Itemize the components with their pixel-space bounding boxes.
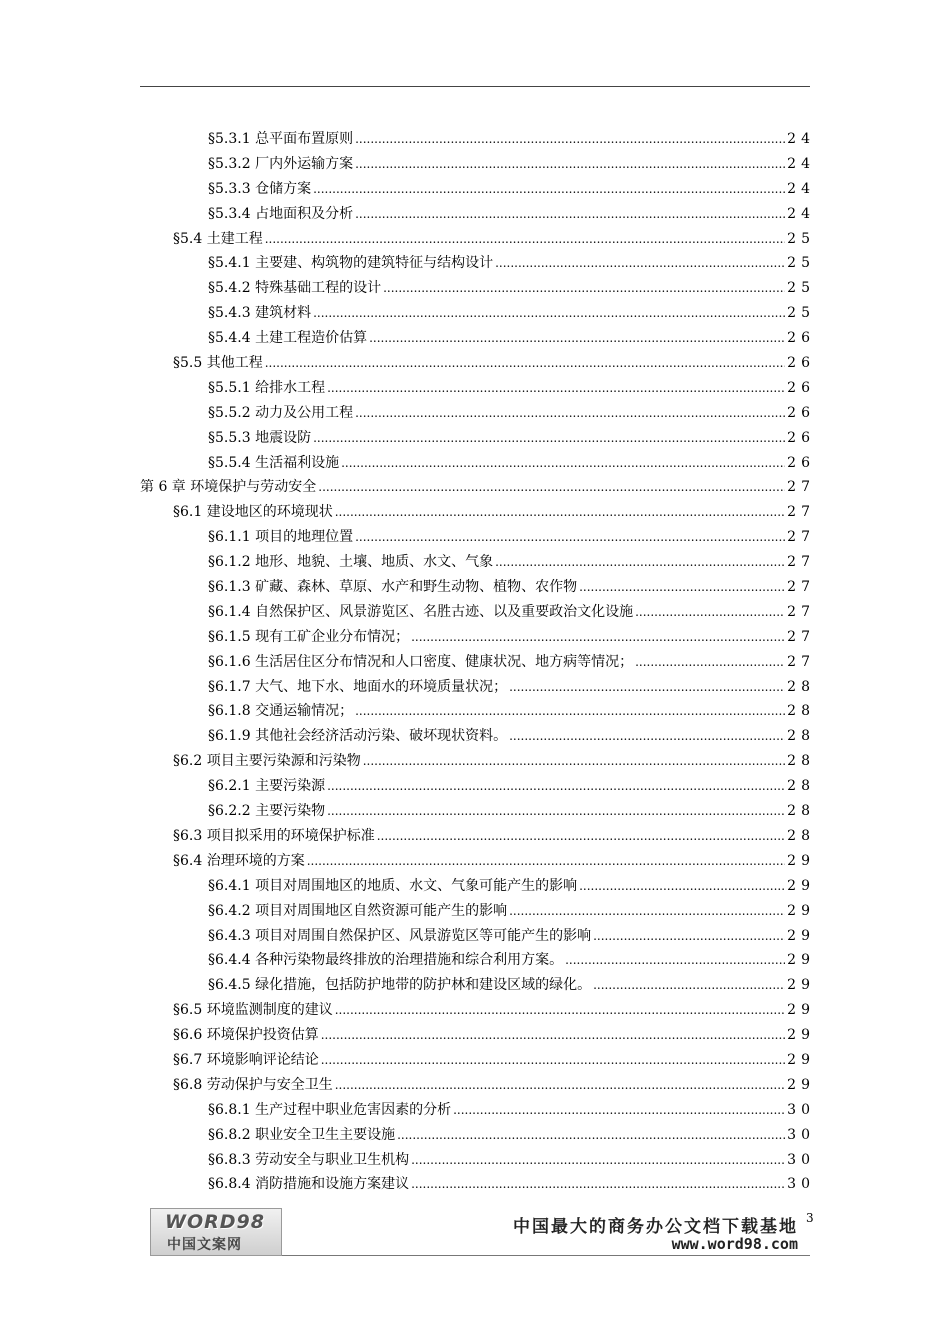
toc-entry[interactable]: [140, 525, 815, 550]
toc-entry-title: §6.8.1 生产过程中职业危害因素的分析: [208, 1101, 452, 1118]
toc-entry-page: 27: [787, 603, 815, 620]
header-rule: [140, 86, 810, 87]
toc-entry-title: 第 6 章 环境保护与劳动安全: [140, 479, 317, 496]
toc-entry-page: 30: [787, 1151, 815, 1168]
toc-entry[interactable]: [140, 1023, 815, 1048]
toc-dot-leader: [355, 127, 785, 152]
toc-entry-page: 27: [787, 653, 815, 670]
toc-entry[interactable]: [140, 650, 815, 675]
toc-entry-page: 25: [787, 230, 815, 247]
toc-entry-page: 29: [787, 1076, 815, 1093]
toc-entry-title: §5.5.1 给排水工程: [208, 379, 326, 396]
toc-dot-leader: [363, 749, 785, 774]
toc-entry-title: §6.1.3 矿藏、森林、草原、水产和野生动物、植物、农作物: [208, 579, 578, 596]
toc-entry-page: 29: [787, 852, 815, 869]
toc-entry[interactable]: [140, 774, 815, 799]
toc-dot-leader: [453, 1098, 785, 1123]
toc-entry-title: §5.4.2 特殊基础工程的设计: [208, 280, 382, 297]
toc-dot-leader: [335, 1073, 785, 1098]
toc-entry[interactable]: [140, 1123, 815, 1148]
toc-entry-page: 30: [787, 1126, 815, 1143]
toc-entry[interactable]: [140, 575, 815, 600]
toc-entry-title: §6.2.2 主要污染物: [208, 803, 326, 820]
toc-dot-leader: [321, 1048, 785, 1073]
toc-entry[interactable]: [140, 177, 815, 202]
toc-dot-leader: [397, 1123, 785, 1148]
toc-entry[interactable]: [140, 1073, 815, 1098]
toc-entry-title: §6.1.7 大气、地下水、地面水的环境质量状况；: [208, 678, 508, 695]
toc-dot-leader: [307, 849, 785, 874]
toc-entry-title: §5.4.4 土建工程造价估算: [208, 330, 368, 347]
toc-entry-title: §5.3.3 仓储方案: [208, 180, 312, 197]
toc-entry-page: 29: [787, 902, 815, 919]
toc-entry-title: §6.1.1 项目的地理位置: [208, 529, 354, 546]
toc-entry-title: §6.8 劳动保护与安全卫生: [173, 1076, 333, 1093]
toc-dot-leader: [495, 550, 785, 575]
toc-entry-page: 26: [787, 379, 815, 396]
toc-entry[interactable]: [140, 924, 815, 949]
toc-dot-leader: [355, 152, 785, 177]
toc-entry-page: 26: [787, 454, 815, 471]
toc-dot-leader: [313, 177, 785, 202]
toc-dot-leader: [565, 948, 785, 973]
toc-entry-title: §6.1.2 地形、地貌、土壤、地质、水文、气象: [208, 554, 494, 571]
toc-entry-title: §6.2.1 主要污染源: [208, 778, 326, 795]
toc-dot-leader: [411, 1148, 785, 1173]
toc-entry-page: 28: [787, 703, 815, 720]
toc-entry-page: 28: [787, 678, 815, 695]
toc-entry[interactable]: [140, 301, 815, 326]
toc-entry-page: 28: [787, 827, 815, 844]
toc-entry-title: §5.4 土建工程: [173, 230, 263, 247]
toc-entry-page: 27: [787, 479, 815, 496]
toc-entry[interactable]: [140, 451, 815, 476]
toc-entry[interactable]: [140, 351, 815, 376]
toc-entry[interactable]: [140, 998, 815, 1023]
toc-dot-leader: [355, 202, 785, 227]
toc-dot-leader: [383, 276, 785, 301]
toc-entry[interactable]: [140, 152, 815, 177]
toc-entry-page: 24: [787, 205, 815, 222]
toc-entry-title: §6.8.4 消防措施和设施方案建议: [208, 1176, 410, 1193]
toc-entry[interactable]: [140, 500, 815, 525]
toc-entry-title: §6.8.3 劳动安全与职业卫生机构: [208, 1151, 410, 1168]
toc-dot-leader: [411, 1172, 785, 1197]
toc-entry[interactable]: [140, 127, 815, 152]
toc-dot-leader: [579, 575, 785, 600]
toc-dot-leader: [313, 301, 785, 326]
toc-entry-title: §6.5 环境监测制度的建议: [173, 1002, 333, 1019]
toc-entry-page: 27: [787, 579, 815, 596]
toc-entry-title: §6.4 治理环境的方案: [173, 852, 305, 869]
toc-dot-leader: [635, 650, 785, 675]
toc-entry-page: 26: [787, 355, 815, 372]
footer-rule: [282, 1255, 810, 1256]
toc-entry-title: §6.4.4 各种污染物最终排放的治理措施和综合利用方案。: [208, 952, 564, 969]
toc-entry-page: 24: [787, 180, 815, 197]
toc-entry[interactable]: [140, 973, 815, 998]
toc-entry-title: §6.7 环境影响评论结论: [173, 1051, 319, 1068]
toc-entry[interactable]: [140, 426, 815, 451]
toc-entry-page: 30: [787, 1101, 815, 1118]
toc-entry-title: §5.5.4 生活福利设施: [208, 454, 340, 471]
toc-entry-title: §6.2 项目主要污染源和污染物: [173, 753, 361, 770]
toc-entry-title: §6.4.5 绿化措施，包括防护地带的防护林和建设区域的绿化。: [208, 977, 592, 994]
toc-entry-title: §6.4.1 项目对周围地区的地质、水文、气象可能产生的影响: [208, 877, 578, 894]
toc-dot-leader: [321, 1023, 785, 1048]
toc-entry-page: 29: [787, 977, 815, 994]
toc-entry[interactable]: [140, 1048, 815, 1073]
toc-entry-title: §6.1.9 其他社会经济活动污染、破坏现状资料。: [208, 728, 508, 745]
toc-entry-page: 29: [787, 1051, 815, 1068]
toc-entry[interactable]: [140, 625, 815, 650]
toc-entry-page: 26: [787, 404, 815, 421]
toc-dot-leader: [355, 401, 785, 426]
toc-entry[interactable]: [140, 699, 815, 724]
toc-entry-title: §5.3.1 总平面布置原则: [208, 131, 354, 147]
toc-entry[interactable]: [140, 227, 815, 252]
toc-dot-leader: [265, 227, 785, 252]
toc-entry-title: §5.4.3 建筑材料: [208, 305, 312, 322]
toc-dot-leader: [579, 874, 785, 899]
toc-entry[interactable]: [140, 799, 815, 824]
toc-entry-page: 28: [787, 803, 815, 820]
toc-entry-page: 26: [787, 429, 815, 446]
toc-dot-leader: [327, 376, 785, 401]
toc-entry-page: 25: [787, 255, 815, 272]
toc-dot-leader: [318, 475, 785, 500]
toc-entry-page: 29: [787, 927, 815, 944]
toc-entry[interactable]: [140, 276, 815, 301]
page-number: 3: [806, 1211, 814, 1225]
toc-entry[interactable]: [140, 1098, 815, 1123]
toc-entry-title: §6.4.2 项目对周围地区自然资源可能产生的影响: [208, 902, 508, 919]
toc-entry-page: 27: [787, 529, 815, 546]
footer-website: www.word98.com: [671, 1235, 798, 1253]
toc-entry[interactable]: [140, 326, 815, 351]
toc-dot-leader: [265, 351, 785, 376]
toc-dot-leader: [355, 525, 785, 550]
toc-dot-leader: [509, 899, 785, 924]
toc-entry-page: 28: [787, 728, 815, 745]
toc-entry-page: 28: [787, 753, 815, 770]
toc-entry-page: 27: [787, 504, 815, 521]
toc-entry[interactable]: [140, 251, 815, 276]
toc-entry-page: 27: [787, 628, 815, 645]
toc-entry-title: §6.6 环境保护投资估算: [173, 1027, 319, 1044]
page-footer: [150, 1208, 810, 1258]
toc-entry-page: 24: [787, 155, 815, 172]
toc-entry-page: 27: [787, 554, 815, 571]
toc-entry-page: 29: [787, 952, 815, 969]
toc-entry-page: 30: [787, 1176, 815, 1193]
toc-entry-title: §5.3.4 占地面积及分析: [208, 205, 354, 222]
toc-entry[interactable]: [140, 475, 815, 500]
toc-entry-page: 29: [787, 877, 815, 894]
table-of-contents: [140, 127, 815, 1197]
toc-dot-leader: [509, 675, 785, 700]
toc-dot-leader: [411, 625, 785, 650]
toc-entry[interactable]: [140, 948, 815, 973]
toc-entry[interactable]: [140, 749, 815, 774]
toc-dot-leader: [341, 451, 785, 476]
word98-logo: [150, 1208, 282, 1256]
toc-entry-page: 28: [787, 778, 815, 795]
toc-entry[interactable]: [140, 202, 815, 227]
toc-entry-title: §6.1.8 交通运输情况；: [208, 703, 354, 720]
logo-wordmark: WORD98: [165, 1211, 265, 1233]
toc-entry-title: §6.1.6 生活居住区分布情况和人口密度、健康状况、地方病等情况；: [208, 653, 634, 670]
toc-entry[interactable]: [140, 675, 815, 700]
toc-entry-title: §5.5.3 地震设防: [208, 429, 312, 446]
toc-entry-title: §6.1.5 现有工矿企业分布情况；: [208, 628, 410, 645]
toc-entry-title: §6.1 建设地区的环境现状: [173, 504, 333, 521]
logo-subtitle: 中国文案网: [167, 1237, 242, 1253]
toc-entry[interactable]: [140, 899, 815, 924]
toc-entry[interactable]: [140, 1172, 815, 1197]
toc-entry-title: §5.3.2 厂内外运输方案: [208, 155, 354, 172]
toc-dot-leader: [327, 774, 785, 799]
toc-entry-page: 25: [787, 305, 815, 322]
toc-dot-leader: [355, 699, 785, 724]
toc-dot-leader: [313, 426, 785, 451]
toc-entry[interactable]: [140, 550, 815, 575]
toc-entry[interactable]: [140, 401, 815, 426]
toc-dot-leader: [335, 500, 785, 525]
toc-dot-leader: [593, 924, 785, 949]
toc-entry-page: 29: [787, 1002, 815, 1019]
toc-entry-title: §6.3 项目拟采用的环境保护标准: [173, 827, 375, 844]
toc-entry[interactable]: [140, 376, 815, 401]
footer-slogan: 中国最大的商务办公文档下载基地: [513, 1217, 798, 1237]
toc-entry[interactable]: [140, 724, 815, 749]
toc-dot-leader: [509, 724, 785, 749]
toc-entry-page: 24: [787, 131, 815, 147]
toc-entry-title: §6.1.4 自然保护区、风景游览区、名胜古迹、以及重要政治文化设施: [208, 603, 634, 620]
toc-entry-page: 29: [787, 1027, 815, 1044]
toc-entry[interactable]: [140, 600, 815, 625]
toc-entry-title: §5.5.2 动力及公用工程: [208, 404, 354, 421]
toc-dot-leader: [377, 824, 785, 849]
toc-entry-page: 26: [787, 330, 815, 347]
toc-entry-page: 25: [787, 280, 815, 297]
toc-entry[interactable]: [140, 1148, 815, 1173]
toc-entry-title: §6.4.3 项目对周围自然保护区、风景游览区等可能产生的影响: [208, 927, 592, 944]
toc-dot-leader: [369, 326, 785, 351]
toc-entry[interactable]: [140, 874, 815, 899]
toc-dot-leader: [335, 998, 785, 1023]
toc-dot-leader: [495, 251, 785, 276]
toc-entry[interactable]: [140, 824, 815, 849]
toc-entry-title: §5.5 其他工程: [173, 355, 263, 372]
toc-entry[interactable]: [140, 849, 815, 874]
toc-entry-title: §6.8.2 职业安全卫生主要设施: [208, 1126, 396, 1143]
toc-dot-leader: [635, 600, 785, 625]
toc-dot-leader: [593, 973, 785, 998]
toc-entry-title: §5.4.1 主要建、构筑物的建筑特征与结构设计: [208, 255, 494, 272]
toc-dot-leader: [327, 799, 785, 824]
